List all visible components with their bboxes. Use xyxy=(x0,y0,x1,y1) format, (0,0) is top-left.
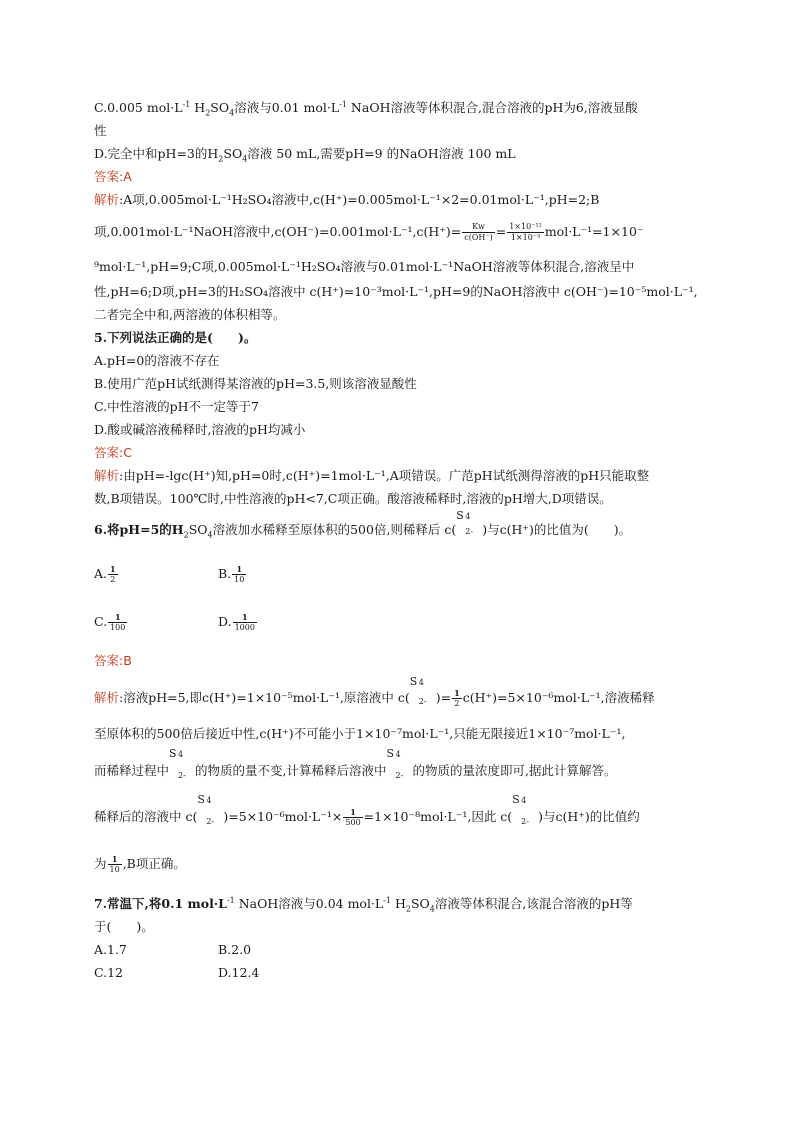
q4-explanation-line-5: 二者完全中和,两溶液的体积相等。 xyxy=(94,307,286,322)
q5-stem: 5.下列说法正确的是( )。 xyxy=(94,330,257,345)
explanation-label: 解析 xyxy=(94,690,120,705)
q5-answer: 答案:C xyxy=(94,445,132,460)
q5-option-c: C.中性溶液的pH不一定等于7 xyxy=(94,399,259,414)
q4-explanation-line-4: 性,pH=6;D项,pH=3的H₂SO₄溶液中 c(H⁺)=10⁻³mol·L⁻¹,pH=9的NaOH溶液中 c(OH⁻)=10⁻⁵mol·L⁻¹, xyxy=(94,284,698,299)
q4-answer: 答案:A xyxy=(94,169,132,184)
q6-explanation-line-4: 稀释后的溶液中 c( S 4 2- )=5×10⁻⁶mol·L⁻¹× $\frac{1}{500}$ =1×10⁻⁸mol·L⁻¹,因此 c( S 4 2- )与c(H⁺)的比值约 xyxy=(94,793,640,827)
value-fraction: $\frac{\text{1×10⁻¹²}}{\text{1×10⁻³}}$ xyxy=(509,222,542,242)
q6-option-b: B. $\frac{1}{10}$ xyxy=(218,564,245,584)
q6-option-a: A. $\frac{1}{2}$ xyxy=(94,564,116,584)
q4-option-d: D.完全中和pH=3的$H_2SO_4$溶液 50 mL,需要pH=9 的NaOH溶液 100 mL xyxy=(94,146,516,164)
kw-fraction: $\frac{Kw}{c(OH^-)}$ xyxy=(464,222,493,242)
q4-explanation-line-1: 解析:A项,0.005mol·L⁻¹H₂SO₄溶液中,c(H⁺)=0.005mol·L⁻¹×2=0.01mol·L⁻¹,pH=2;B xyxy=(94,192,600,207)
q6-explanation-line-3: 而稀释过程中 S 4 2- 的物质的量不变,计算稀释后溶液中 S 4 2- 的物质的量浓度即可,据此计算解答。 xyxy=(94,747,617,780)
q7-option-a: A.1.7 xyxy=(94,942,127,957)
q4-explanation-line-3: ⁹mol·L⁻¹,pH=9;C项,0.005mol·L⁻¹H₂SO₄溶液与0.01mol·L⁻¹NaOH溶液等体积混合,溶液呈中 xyxy=(94,259,635,274)
q5-option-d: D.酸或碱溶液稀释时,溶液的pH均减小 xyxy=(94,422,306,437)
explanation-label: 解析 xyxy=(94,192,120,207)
q7-option-b: B.2.0 xyxy=(218,942,252,957)
sulfate-ion: S 4 2- xyxy=(169,747,186,780)
q6-explanation-line-1: 解析:溶液pH=5,即c(H⁺)=1×10⁻⁵mol·L⁻¹,原溶液中 c( S 4 2- )= $\frac{1}{2}$ c(H⁺)=5×10⁻⁶mol·L⁻¹,溶液稀释 xyxy=(94,675,655,708)
q7-options-row-1 xyxy=(94,938,704,961)
q5-option-a: A.pH=0的溶液不存在 xyxy=(94,353,220,368)
q6-explanation-line-2: 至原体积的500倍后接近中性,c(H⁺)不可能小于1×10⁻⁷mol·L⁻¹,只能无限接近1×10⁻⁷mol·L⁻¹, xyxy=(94,726,626,741)
q5-explanation-line-2: 数,B项错误。100℃时,中性溶液的pH<7,C项正确。酸溶液稀释时,溶液的pH增大,D项错误。 xyxy=(94,491,612,506)
q6-options-row-1 xyxy=(94,550,704,598)
q6-stem: 6.将pH=5的$H_2SO_4$溶液加水稀释至原体积的500倍,则稀释后 c( S 4 2- )与c(H⁺)的比值为( )。 xyxy=(94,509,632,540)
q4-option-c-cont: 性 xyxy=(94,123,107,138)
q7-option-c: C.12 xyxy=(94,965,123,980)
document-page xyxy=(94,96,704,984)
sulfate-ion: S 4 2- xyxy=(512,793,529,826)
q6-answer: 答案:B xyxy=(94,653,132,668)
q5-option-b: B.使用广范pH试纸测得某溶液的pH=3.5,则该溶液显酸性 xyxy=(94,376,417,391)
q7-options-row-2 xyxy=(94,961,704,984)
q6-options-row-2 xyxy=(94,598,704,646)
q6-option-d: D. $\frac{1}{1000}$ xyxy=(218,612,255,632)
sulfate-ion: S 4 2- xyxy=(456,509,474,536)
sulfate-ion: S 4 2- xyxy=(197,793,215,826)
q4-explanation-line-2: 项,0.001mol·L⁻¹NaOH溶液中,c(OH⁻)=0.001mol·L⁻¹,c(H⁺)= $\frac{Kw}{c(OH^-)}$ = $\frac{\text{1×10⁻¹²}}{\text{1×10⁻³}}$ mol·L⁻¹=1×10⁻ xyxy=(94,222,644,242)
q5-explanation-line-1: 解析:由pH=-lgc(H⁺)知,pH=0时,c(H⁺)=1mol·L⁻¹,A项错误。广范pH试纸测得溶液的pH只能取整 xyxy=(94,468,650,483)
q7-stem-line-1: 7.常温下,将0.1 $mol\cdot L^{-1}$ NaOH溶液与0.04 $mol\cdot L^{-1}$ $H_2SO_4$溶液等体积混合,该混合溶液的pH等 xyxy=(94,895,633,914)
q7-option-d: D.12.4 xyxy=(218,965,260,980)
q6-explanation-line-5: 为 $\frac{1}{10}$ ,B项正确。 xyxy=(94,854,186,874)
q4-option-c: C.0.005 $mol\cdot L^{-1}$ $H_2SO_4$溶液与0.01 $mol\cdot L^{-1}$ NaOH溶液等体积混合,混合溶液的pH为6,溶液显酸 xyxy=(94,99,638,118)
sulfate-ion: S 4 2- xyxy=(409,675,427,706)
q7-stem-line-2: 于( )。 xyxy=(94,919,154,934)
q6-option-c: C. $\frac{1}{100}$ xyxy=(94,612,126,632)
explanation-label: 解析 xyxy=(94,468,120,483)
sulfate-ion: S 4 2- xyxy=(386,747,404,780)
